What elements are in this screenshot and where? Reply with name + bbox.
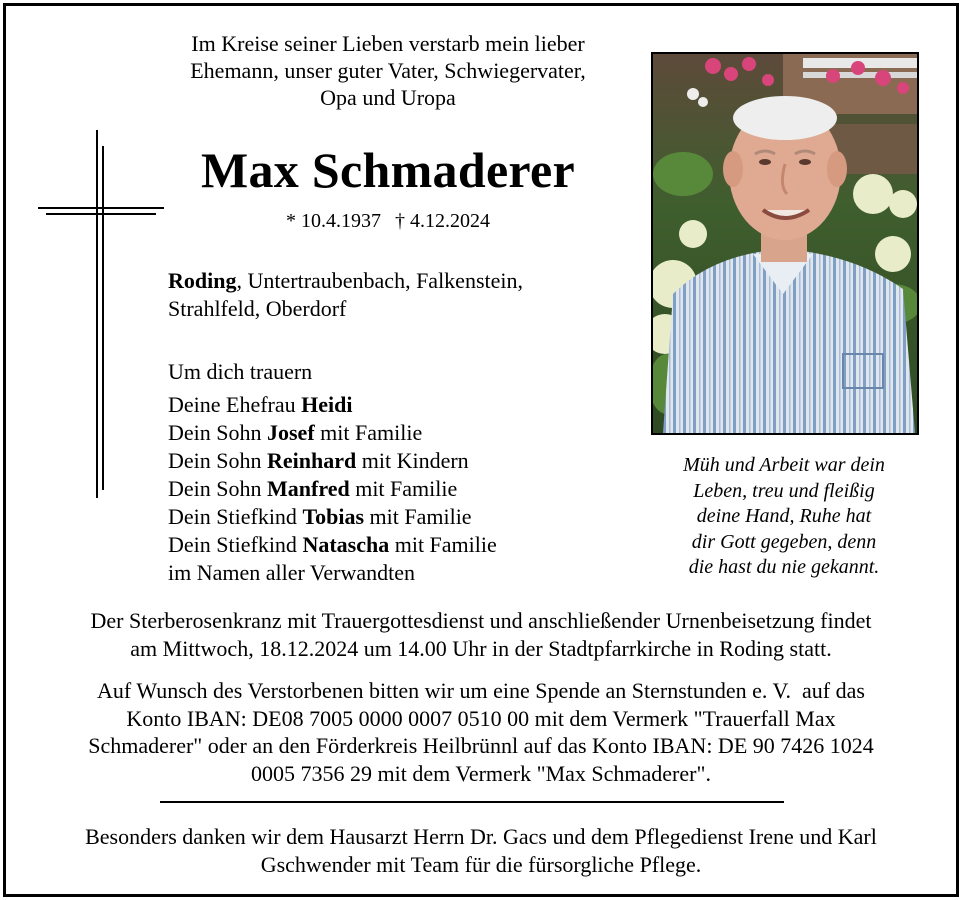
mourner-line: Dein Sohn Josef mit Familie: [168, 420, 423, 445]
mourner-line: Dein Stiefkind Tobias mit Familie: [168, 504, 472, 529]
mourner-line: Dein Stiefkind Natascha mit Familie: [168, 532, 497, 557]
intro-line: Opa und Uropa: [320, 85, 456, 110]
quote-text: [642, 453, 926, 581]
donation-line: Auf Wunsch des Verstorbenen bitten wir um eine Spende an Sternstunden e. V. auf das: [97, 678, 865, 703]
mourner-line: Dein Sohn Reinhard mit Kindern: [168, 448, 469, 473]
deceased-name: Max Schmaderer: [200, 142, 576, 198]
life-dates: [150, 207, 626, 235]
intro-text: [150, 30, 626, 111]
death-date: † 4.12.2024: [395, 210, 490, 232]
quote-line: Müh und Arbeit war dein: [683, 454, 885, 476]
service-line: am Mittwoch, 18.12.2024 um 14.00 Uhr in der Stadtpfarrkirche in Roding statt.: [130, 635, 832, 661]
cross-icon: [36, 128, 166, 500]
quote-line: deine Hand, Ruhe hat: [696, 505, 872, 527]
portrait-image: [653, 54, 917, 433]
thanks-text: [20, 823, 942, 878]
donation-line: 0005 7356 29 mit dem Vermerk "Max Schmaderer".: [251, 760, 711, 786]
mourner-line: Deine Ehefrau Heidi: [168, 392, 353, 417]
intro-line: Im Kreise seiner Lieben verstarb mein lieber: [191, 31, 585, 56]
donation-info: [20, 677, 942, 787]
thanks-line: Besonders danken wir dem Hausarzt Herrn Dr. Gacs und dem Pflegedienst Irene und Karl: [85, 824, 877, 849]
donation-line: Schmaderer" oder an den Förderkreis Heilbrünnl auf das Konto IBAN: DE 90 7426 1024: [88, 733, 874, 758]
birth-date: * 10.4.1937: [286, 210, 381, 232]
mourners-closing: im Namen aller Verwandten: [168, 560, 416, 585]
thanks-line: Gschwender mit Team für die fürsorgliche Pflege.: [260, 851, 702, 877]
quote-line: Leben, treu und fleißig: [693, 479, 875, 502]
service-info: [20, 607, 942, 662]
quote-line: die hast du nie gekannt.: [688, 556, 880, 578]
place-main: Roding: [168, 268, 237, 293]
donation-line: Konto IBAN: DE08 7005 0000 0007 0510 00 mit dem Vermerk "Trauerfall Max: [126, 705, 836, 731]
mourn-intro: Um dich trauern: [168, 359, 313, 384]
divider: [160, 801, 784, 803]
quote-line: dir Gott gegeben, denn: [691, 530, 877, 553]
intro-line: Ehemann, unser guter Vater, Schwiegervater,: [190, 58, 586, 83]
portrait-photo: [651, 52, 919, 435]
place-rest: , Untertraubenbach, Falkenstein,: [236, 268, 523, 293]
places: [168, 267, 628, 323]
mourners-list: [168, 391, 628, 587]
service-line: Der Sterberosenkranz mit Trauergottesdienst und anschließender Urnenbeisetzung findet: [90, 608, 872, 633]
mourner-line: Dein Sohn Manfred mit Familie: [168, 476, 458, 501]
place-line2: Strahlfeld, Oberdorf: [168, 296, 347, 321]
